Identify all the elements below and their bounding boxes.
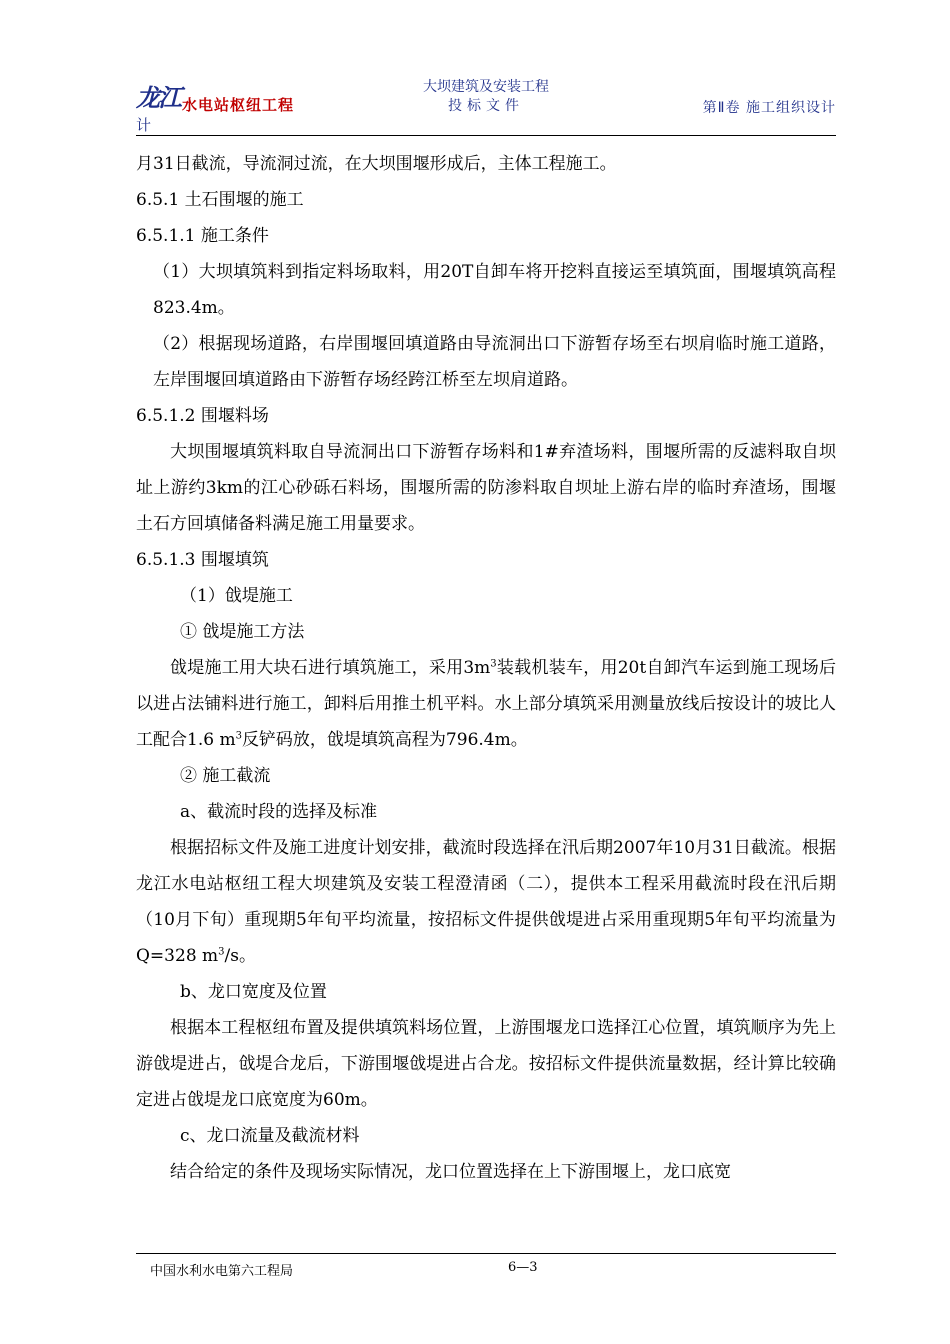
page-number: 6—3 — [508, 1260, 538, 1275]
header-title-line2: 投标文件 — [448, 98, 524, 114]
subheading-closure: ② 施工截流 — [180, 766, 271, 786]
method-text-3: 反铲码放，戗堤填筑高程为796.4m。 — [241, 730, 528, 750]
subheading-embankment: （1）戗堤施工 — [180, 586, 293, 606]
logo-title-wrap: 计 — [136, 116, 152, 134]
subheading-method: ① 戗堤施工方法 — [180, 622, 305, 642]
document-body — [136, 146, 836, 1190]
closure-sup: 3 — [218, 946, 225, 958]
header-volume-label: 第Ⅱ卷 施工组织设计 — [702, 100, 836, 116]
method-sup-2: 3 — [235, 730, 242, 742]
method-text-1: 戗堤施工用大块石进行填筑施工，采用3m — [170, 658, 491, 678]
paragraph-closure-period — [136, 830, 836, 974]
paragraph-continuation: 月31日截流，导流洞过流，在大坝围堰形成后，主体工程施工。 — [136, 154, 617, 174]
paragraph-method — [136, 650, 836, 758]
condition-item-1: （1）大坝填筑料到指定料场取料，用20T自卸车将开挖料直接运至填筑面，围堰填筑高程823.4m。 — [153, 262, 836, 318]
subheading-a: a、截流时段的选择及标准 — [180, 802, 378, 822]
paragraph-gap-flow: 结合给定的条件及现场实际情况，龙口位置选择在上下游围堰上，龙口底宽 — [170, 1162, 731, 1182]
paragraph-gap-width: 根据本工程枢纽布置及提供填筑料场位置，上游围堰龙口选择江心位置，填筑顺序为先上游戗堤进占，戗堤合龙后，下游围堰戗堤进占合龙。按招标文件提供流量数据，经计算比较确定进占戗堤龙口底宽度为60m。 — [136, 1018, 836, 1110]
subheading-c: c、龙口流量及截流材料 — [180, 1126, 360, 1146]
header-title-line1: 大坝建筑及安装工程 — [423, 79, 549, 95]
closure-text-1: 根据招标文件及施工进度计划安排，截流时段选择在汛后期2007年10月31日截流。根据龙江水电站枢纽工程大坝建筑及安装工程澄清函（二），提供本工程采用截流时段在汛后期（10月下旬）重现期5年旬平均流量，按招标文件提供戗堤进占采用重现期5年旬平均流量为Q=328 m — [136, 838, 836, 966]
header-document-title — [386, 78, 586, 116]
heading-6-5-1-1: 6.5.1.1 施工条件 — [136, 226, 269, 246]
footer-organization: 中国水利水电第六工程局 — [150, 1264, 294, 1279]
heading-6-5-1: 6.5.1 土石围堰的施工 — [136, 190, 304, 210]
heading-6-5-1-2: 6.5.1.2 围堰料场 — [136, 406, 269, 426]
heading-6-5-1-3: 6.5.1.3 围堰填筑 — [136, 550, 269, 570]
condition-item-2: （2）根据现场道路，右岸围堰回填道路由导流洞出口下游暂存场至右坝肩临时施工道路，左岸围堰回填道路由下游暂存场经跨江桥至左坝肩道路。 — [153, 334, 836, 390]
subheading-b: b、龙口宽度及位置 — [180, 982, 327, 1002]
logo-project-title: 水电站枢纽工程 — [182, 96, 295, 114]
footer-rule — [136, 1253, 836, 1254]
page-header — [136, 74, 836, 136]
header-rule — [136, 135, 836, 136]
logo-brush-text: 龙江 — [136, 83, 180, 112]
paragraph-material-yard: 大坝围堰填筑料取自导流洞出口下游暂存场料和1#弃渣场料，围堰所需的反滤料取自坝址上游约3km的江心砂砾石料场，围堰所需的防渗料取自坝址上游右岸的临时弃渣场，围堰土石方回填储备料满足施工用量要求。 — [136, 442, 836, 534]
method-sup-1: 3 — [490, 658, 497, 670]
method-text-2: 装载机装车，用20t自卸汽车运到施工现场后以进占法铺料进行施工，卸料后用推土机平料。水上部分填筑采用测量放线后按设计的坡比人工配合1.6 m — [136, 658, 836, 750]
closure-text-2: /s。 — [224, 946, 256, 966]
